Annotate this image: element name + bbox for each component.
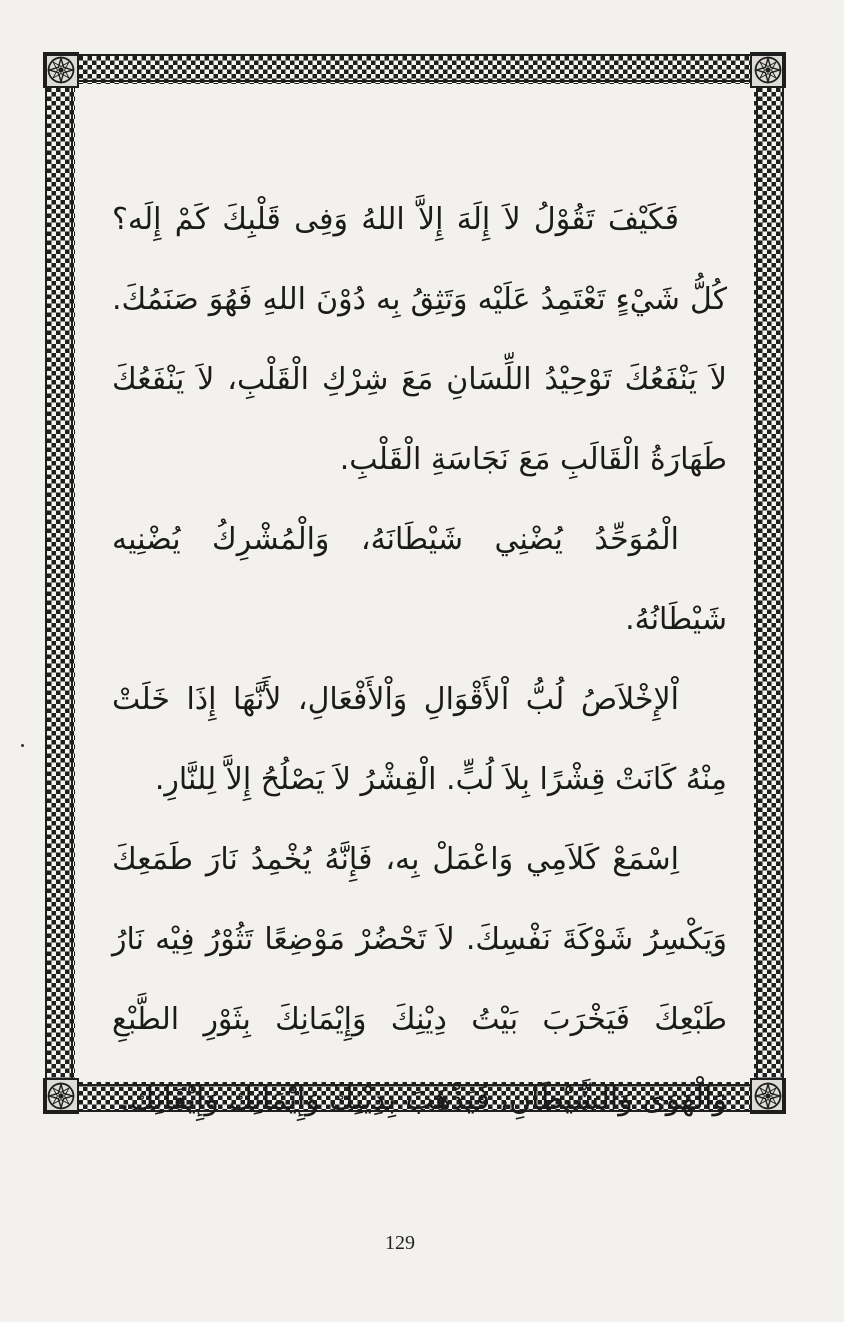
rosette-ornament-icon [750,52,786,88]
paragraph: اِسْمَعْ كَلاَمِي وَاعْمَلْ بِه، فَإِنَّهُ يُخْمِدُ نَارَ طَمَعِكَ وَيَكْسِرُ شَوْكَةَ نَفْسِكَ. لاَ تَحْضُرْ مَوْضِعًا تَثُوْرُ فِيْه نَارُ طَبْعِكَ فَيَخْرَبَ بَيْتُ دِيْنِكَ وَإِيْمَانِكَ بِثَوْرِ الطَّبْعِ وَالْهَوَى وَالشَّيْطَانِ، فَيَذْهَبَ بِدِيْنِكَ وَإِيْمَانِكَ وَإِيْقَانِكَ. [112,842,727,1117]
paragraph: فَكَيْفَ تَقُوْلُ لاَ إِلَهَ إِلاَّ اللهُ وَفِى قَلْبِكَ كَمْ إِلَه؟ كُلُّ شَيْءٍ تَعْتَمِدُ عَلَيْه وَتَثِقُ بِه دُوْنَ اللهِ فَهُوَ صَنَمُكَ. لاَ يَنْفَعُكَ تَوْحِيْدُ اللِّسَانِ مَعَ شِرْكِ الْقَلْبِ، لاَ يَنْفَعُكَ طَهَارَةُ الْقَالَبِ مَعَ نَجَاسَةِ الْقَلْبِ. [112,202,727,477]
page-number: 129 [385,1232,415,1254]
rosette-ornament-icon [43,52,79,88]
rosette-ornament-icon [750,1078,786,1114]
paragraph: اْلإِخْلاَصُ لُبُّ اْلأَقْوَالِ وَاْلأَفْعَالِ، لأَنَّهَا إِذَا خَلَتْ مِنْهُ كَانَتْ قِشْرًا بِلاَ لُبٍّ. الْقِشْرُ لاَ يَصْلُحُ إِلاَّ لِلنَّارِ. [112,682,727,797]
scan-speck [21,744,24,747]
paragraph: الْمُوَحِّدُ يُضْنِي شَيْطَانَهُ، وَالْمُشْرِكُ يُضْنِيه شَيْطَانُهُ. [112,522,727,637]
arabic-text-body [112,180,727,1140]
rosette-ornament-icon [43,1078,79,1114]
